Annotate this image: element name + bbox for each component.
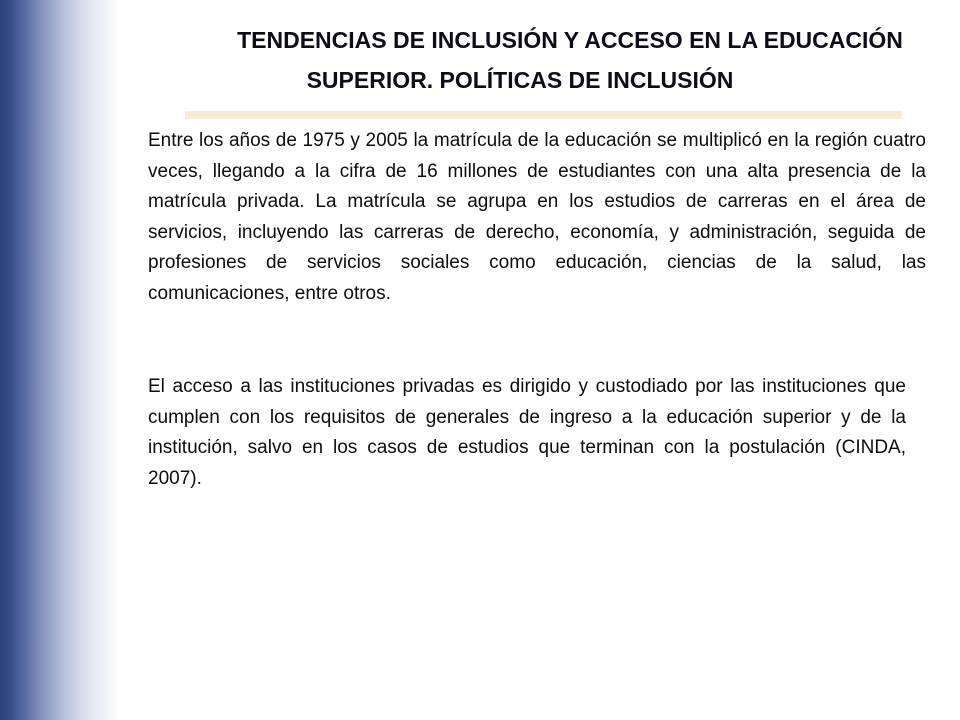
- title-divider: [185, 111, 902, 119]
- side-gradient-band: [0, 0, 120, 720]
- slide-title-line-2: SUPERIOR. POLÍTICAS DE INCLUSIÓN: [306, 67, 734, 93]
- slide-title-line-1: TENDENCIAS DE INCLUSIÓN Y ACCESO EN LA EDUCACIÓN: [237, 27, 903, 53]
- body-paragraph-1: Entre los años de 1975 y 2005 la matrícula de la educación se multiplicó en la región cuatro veces, llegando a la cifra de 16 millones de estudiantes con una alta presencia de la matrícula privada. La matrícula se agrupa en los estudios de carreras en el área de servicios, incluyendo las carreras de derecho, economía, y administración, seguida de profesiones de servicios sociales como educación, ciencias de la salud, las comunicaciones, entre otros.: [148, 130, 926, 304]
- slide-title: [120, 20, 960, 100]
- body-paragraph-2: El acceso a las instituciones privadas es dirigido y custodiado por las instituciones que cumplen con los requisitos de generales de ingreso a la educación superior y de la institución, salvo en los casos de estudios que terminan con la postulación (CINDA, 2007).: [148, 376, 906, 489]
